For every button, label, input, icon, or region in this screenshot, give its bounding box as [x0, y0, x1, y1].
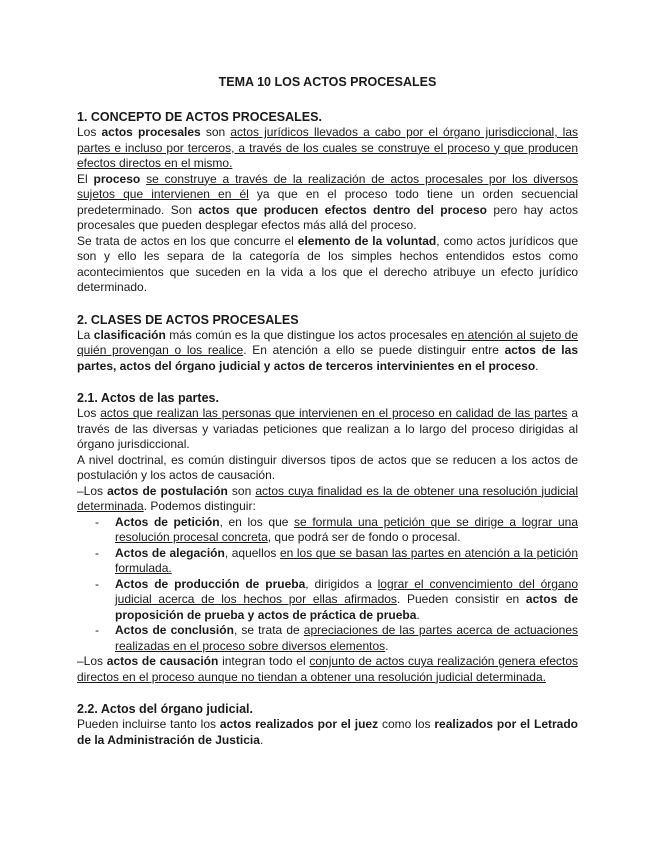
spacer [77, 296, 578, 304]
document-title: TEMA 10 LOS ACTOS PROCESALES [218, 75, 437, 89]
postulation-acts-list [77, 515, 578, 655]
spacer [77, 693, 578, 701]
section-2-2-paragraph-1: Pueden incluirse tanto los actos realizados por el juez como los realizados por el Letrado de la Administración de Justicia. [77, 717, 578, 747]
list-item: - Actos de alegación, aquellos en los que se basan las partes en atención a la petición formulada. [115, 546, 578, 577]
section-2-heading: 2. CLASES DE ACTOS PROCESALES [77, 312, 299, 327]
section-2-1-paragraph-1: Los actos que realizan las personas que intervienen en el proceso en calidad de las partes a través de las diversas y variadas peticiones que realizan a lo largo del proceso dirigidas al órgano jurisdiccional. [77, 406, 578, 451]
list-item: - Actos de petición, en los que se formula una petición que se dirige a lograr una resolución procesal concreta, que podrá ser de fondo o procesal. [115, 515, 578, 546]
section-2-1-paragraph-4: –Los actos de causación integran todo el conjunto de actos cuya realización genera efectos directos en el proceso aunque no tiendan a obtener una resolución judicial determinada. [77, 654, 579, 684]
spacer [77, 374, 578, 382]
section-1-paragraph-1: Los actos procesales son actos jurídicos llevados a cabo por el órgano jurisdiccional, las partes e incluso por terceros, a través de los cuales se construye el proceso y que producen efectos directos en el mismo. [77, 125, 579, 170]
list-item: - Actos de producción de prueba, dirigidos a lograr el convencimiento del órgano judicial acerca de los hechos por ellas afirmados. Pueden consistir en actos de proposición de prueba y actos de práctica de prueba. [115, 577, 578, 624]
section-2-1-paragraph-3: –Los actos de postulación son actos cuya finalidad es la de obtener una resolución judicial determinada. Podemos distinguir: [77, 483, 578, 513]
section-1-paragraph-3: Se trata de actos en los que concurre el elemento de la voluntad, como actos jurídicos que son y ello les separa de la categoría de los simples hechos entendidos estos como acontecimientos que suceden en la vida a los que el derecho atribuye un efecto jurídico determinado. [77, 233, 578, 294]
spacer [77, 304, 578, 312]
section-2-1-paragraph-2: A nivel doctrinal, es común distinguir diversos tipos de actos que se reducen a los actos de postulación y los actos de causación. [77, 452, 578, 482]
section-2-2-heading: 2.2. Actos del órgano judicial. [77, 702, 253, 716]
section-2-paragraph-1: La clasificación más común es la que distingue los actos procesales en atención al sujeto de quién provengan o los realice. En atención a ello se puede distinguir entre actos de las partes, actos del órgano judicial y actos de terceros intervinientes en el proceso. [77, 327, 579, 373]
spacer [77, 382, 578, 390]
spacer [77, 685, 578, 693]
list-item: - Actos de conclusión, se trata de apreciaciones de las partes acerca de actuaciones realizadas en el proceso sobre diversos elementos. [115, 623, 578, 654]
section-1-heading: 1. CONCEPTO DE ACTOS PROCESALES. [77, 110, 322, 124]
section-1-paragraph-2: El proceso se construye a través de la realización de actos procesales por los diversos sujetos que intervienen en él ya que en el proceso todo tiene un orden secuencial predeterminado. Son actos que producen efectos dentro del proceso pero hay actos procesales que pueden desplegar efectos más allá del proceso. [77, 171, 578, 232]
section-2-1-heading: 2.1. Actos de las partes. [77, 391, 219, 405]
